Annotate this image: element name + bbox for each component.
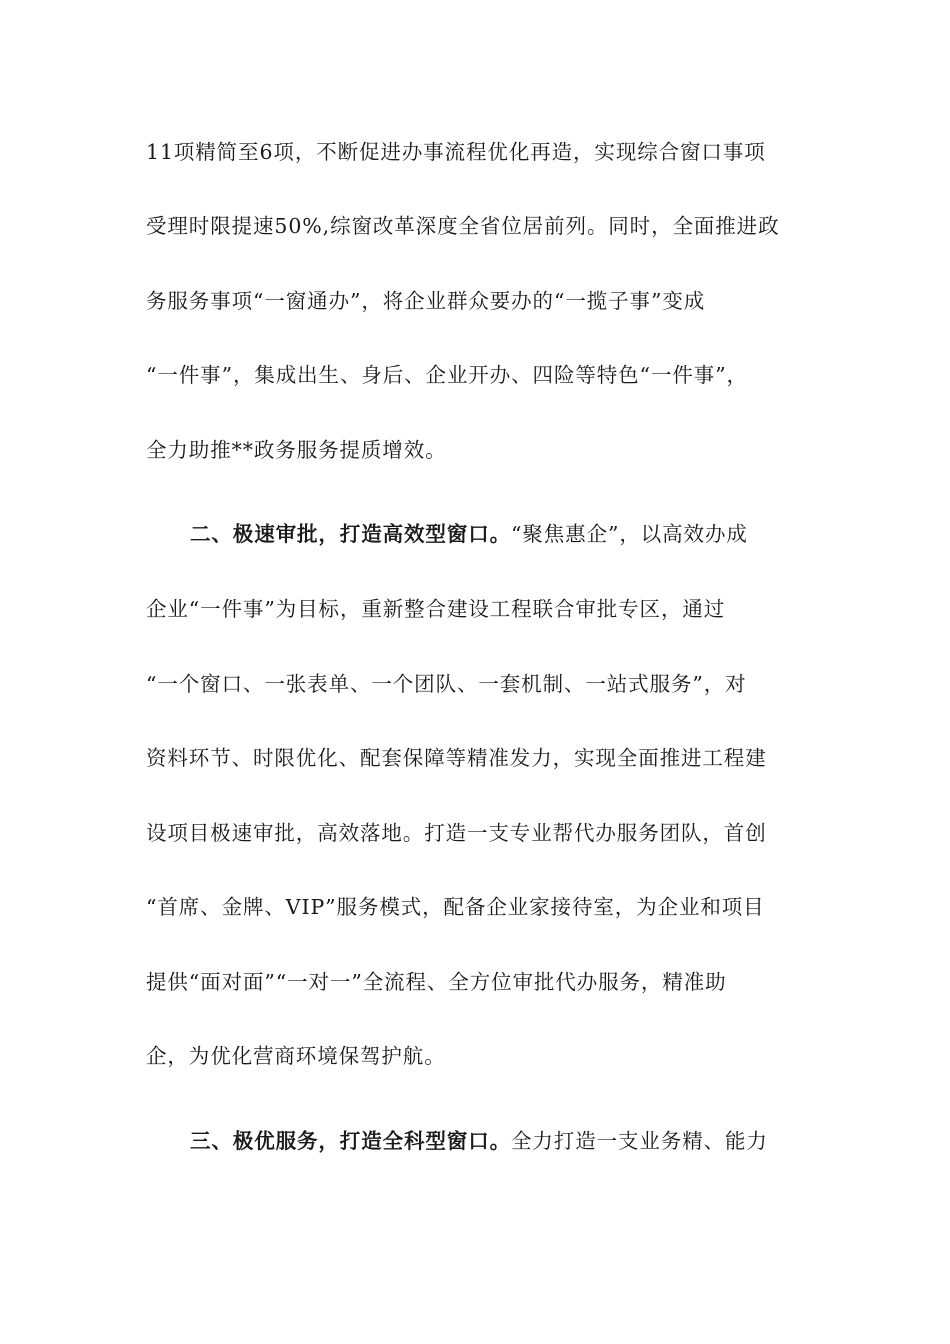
paragraph-3-heading: 三、极优服务，打造全科型窗口。 <box>190 1129 511 1153</box>
paragraph-2-line-1 <box>190 514 806 554</box>
paragraph-1-line-1: 11项精简至6项，不断促进办事流程优化再造，实现综合窗口事项 <box>146 140 766 164</box>
paragraph-1-line-5: 全力助推**政务服务提质增效。 <box>146 438 447 462</box>
paragraph-2-line-8: 企，为优化营商环境保驾护航。 <box>146 1044 446 1068</box>
paragraph-2-first-line-text: “聚焦惠企”，以高效办成 <box>511 522 748 546</box>
paragraph-2-line-7: 提供“面对面”“一对一”全流程、全方位审批代办服务，精准助 <box>146 970 727 994</box>
paragraph-2-heading: 二、极速审批，打造高效型窗口。 <box>190 522 511 546</box>
paragraph-2-line-6: “首席、金牌、VIP”服务模式，配备企业家接待室，为企业和项目 <box>146 895 765 919</box>
paragraph-2-line-2: 企业“一件事”为目标，重新整合建设工程联合审批专区，通过 <box>146 597 726 621</box>
paragraph-1-line-3: 务服务事项“一窗通办”，将企业群众要办的“一揽子事”变成 <box>146 289 706 313</box>
paragraph-2-line-5: 设项目极速审批，高效落地。打造一支专业帮代办服务团队，首创 <box>146 821 767 845</box>
paragraph-2-line-3: “一个窗口、一张表单、一个团队、一套机制、一站式服务”，对 <box>146 672 747 696</box>
paragraph-3-first-line-text: 全力打造一支业务精、能力 <box>511 1129 768 1153</box>
paragraph-3-line-1 <box>190 1121 806 1161</box>
paragraph-1-line-2: 受理时限提速50%,综窗改革深度全省位居前列。同时，全面推进政 <box>146 214 780 238</box>
paragraph-1-line-4: “一件事”，集成出生、身后、企业开办、四险等特色“一件事”， <box>146 363 748 387</box>
paragraph-2-line-4: 资料环节、时限优化、配套保障等精准发力，实现全面推进工程建 <box>146 746 767 770</box>
